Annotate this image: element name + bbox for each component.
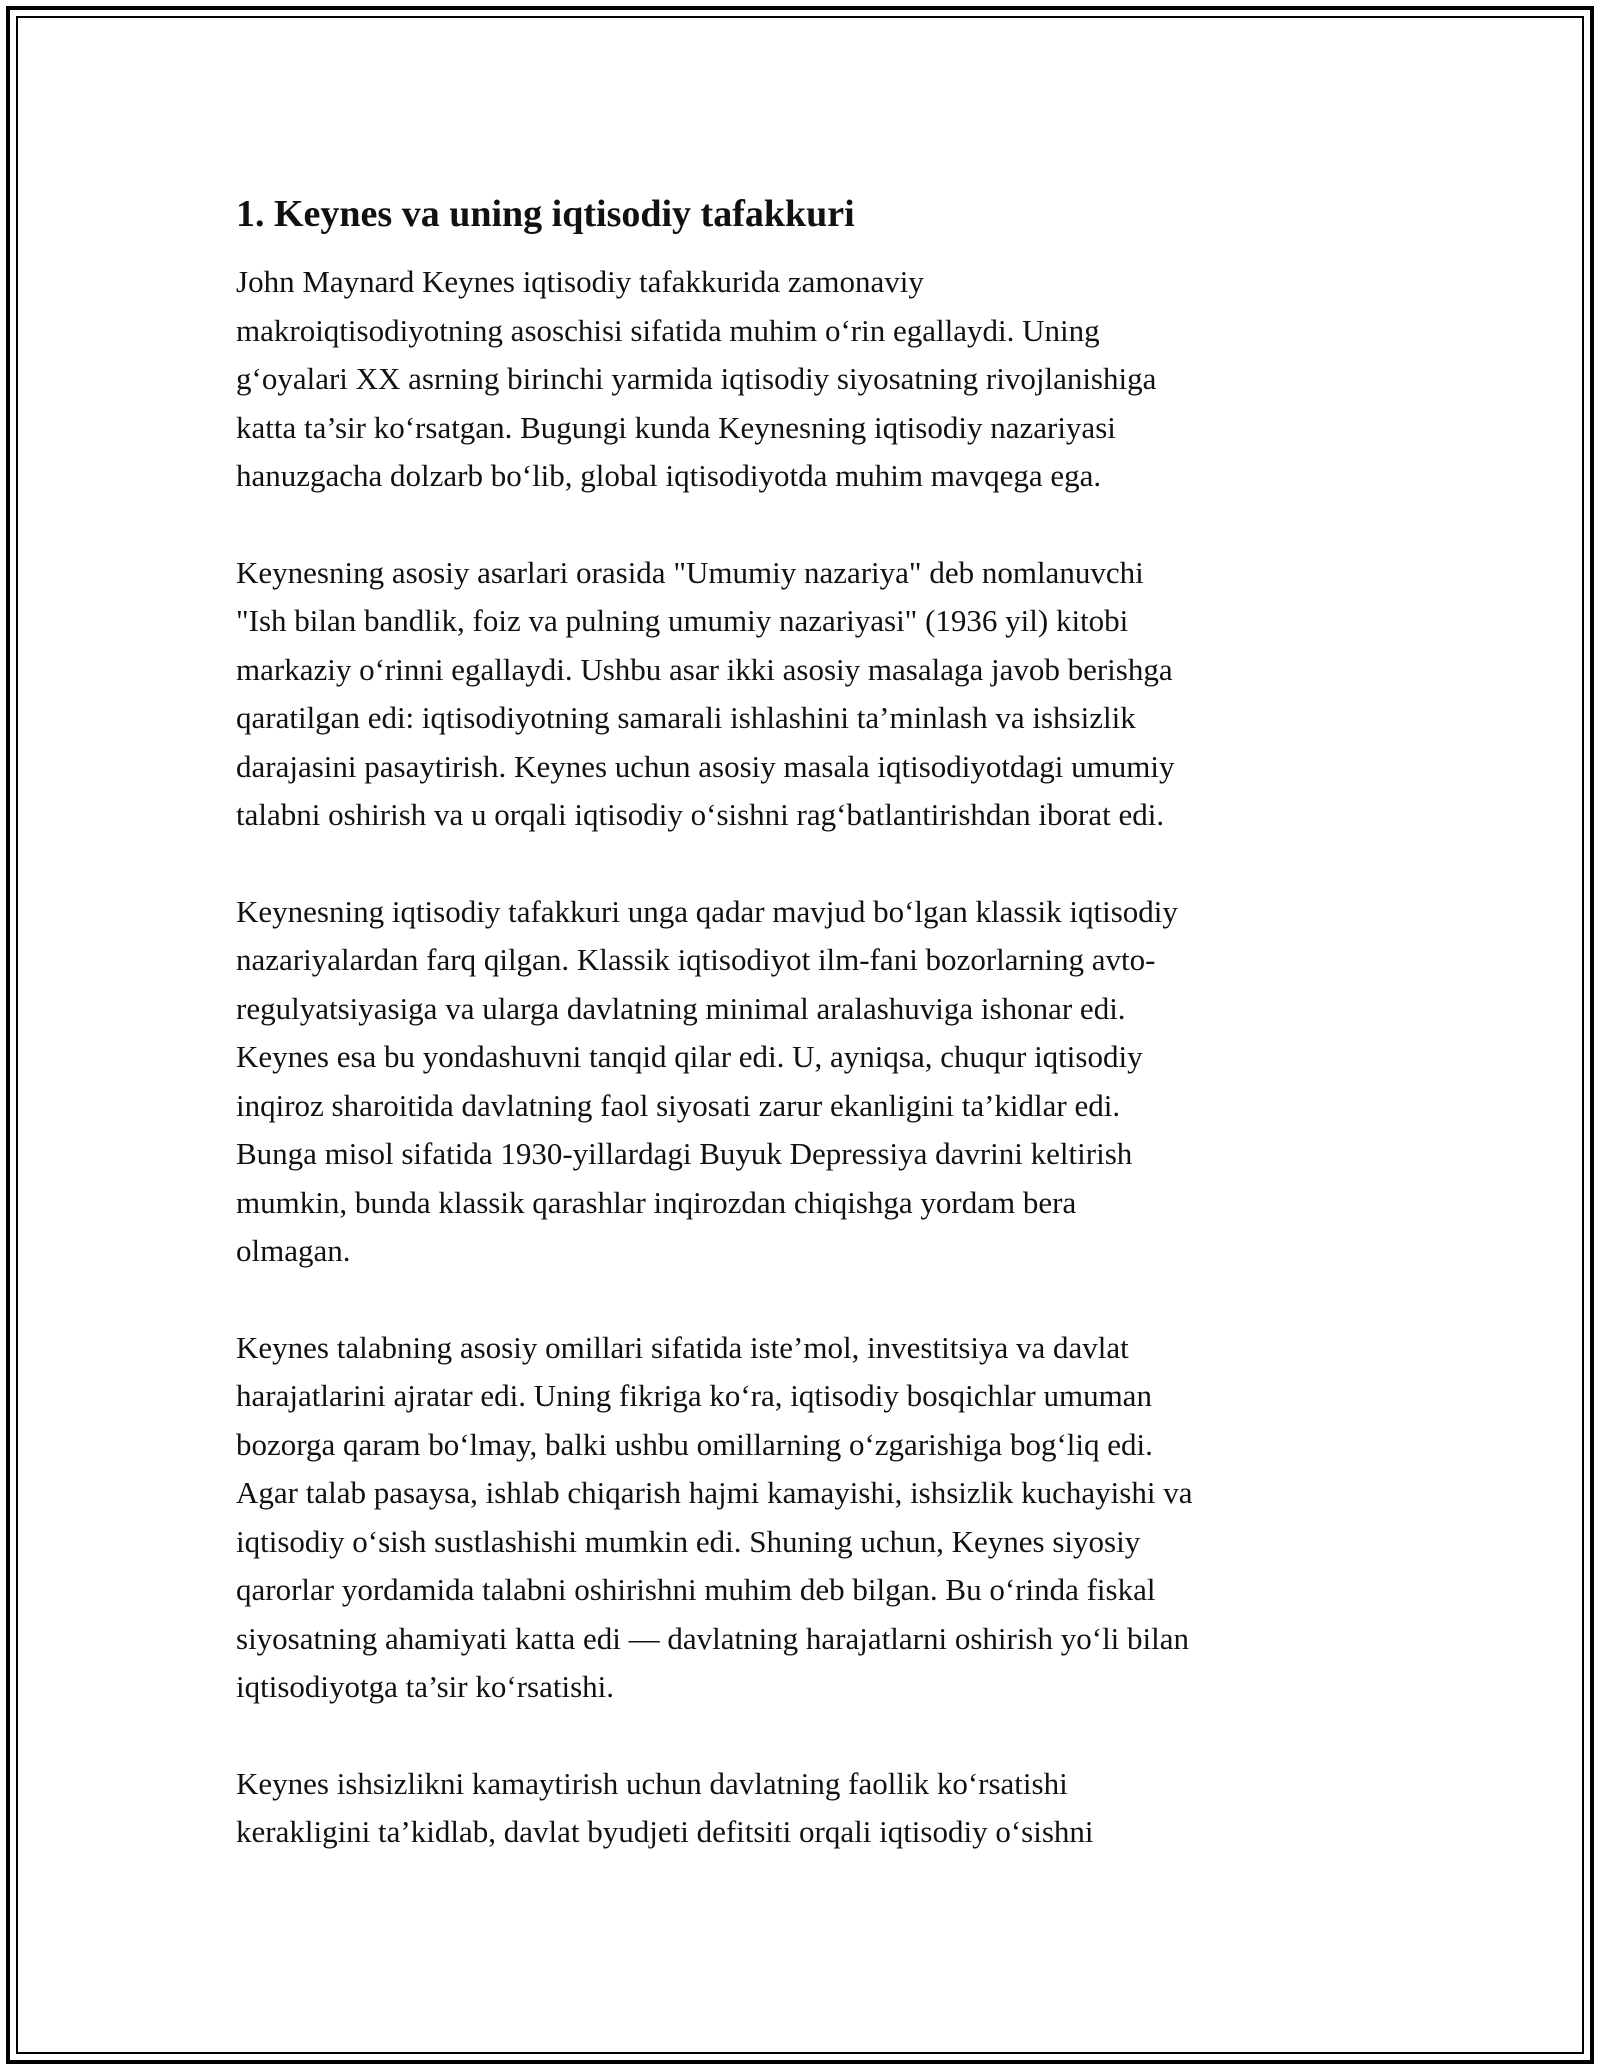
paragraph-2 [236,549,1376,840]
text-line: iqtisodiyotga ta’sir koʻrsatishi. [236,1669,614,1704]
text-line: Bunga misol sifatida 1930-yillardagi Buyuk Depressiya davrini keltirish [236,1136,1133,1171]
text-line: Keynesning asosiy asarlari orasida "Umumiy nazariya" deb nomlanuvchi [236,554,1144,590]
text-line: Keynes talabning asosiy omillari sifatida iste’mol, investitsiya va davlat [236,1329,1129,1365]
text-line: Agar talab pasaysa, ishlab chiqarish hajmi kamayishi, ishsizlik kuchayishi va [236,1475,1193,1510]
text-line: gʻoyalari XX asrning birinchi yarmida iqtisodiy siyosatning rivojlanishiga [236,361,1157,396]
text-line: nazariyalardan farq qilgan. Klassik iqtisodiyot ilm-fani bozorlarning avto- [236,942,1156,977]
text-line: "Ish bilan bandlik, foiz va pulning umumiy nazariyasi" (1936 yil) kitobi [236,603,1129,638]
text-line: markaziy oʻrinni egallaydi. Ushbu asar ikki asosiy masalaga javob berishga [236,651,1173,687]
section-title: 1. Keynes va uning iqtisodiy tafakkuri [236,193,855,235]
text-line: John Maynard Keynes iqtisodiy tafakkurida zamonaviy [236,264,924,299]
document-body [236,190,1376,1905]
text-line: iqtisodiy oʻsish sustlashishi mumkin edi. Shuning uchun, Keynes siyosiy [236,1523,1141,1559]
text-line: regulyatsiyasiga va ularga davlatning minimal aralashuviga ishonar edi. [236,990,1126,1026]
paragraph-5 [236,1760,1376,1857]
text-line: qaratilgan edi: iqtisodiyotning samarali ishlashini ta’minlash va ishsizlik [236,700,1136,735]
text-line: talabni oshirish va u orqali iqtisodiy oʻsishni ragʻbatlantirishdan iborat edi. [236,797,1165,832]
paragraph-3 [236,888,1376,1276]
paragraph-1 [236,258,1376,501]
text-line: Keynes ishsizlikni kamaytirish uchun davlatning faollik koʻrsatishi [236,1765,1068,1801]
text-line: katta ta’sir koʻrsatgan. Bugungi kunda Keynesning iqtisodiy nazariyasi [236,409,1116,445]
text-line: olmagan. [236,1233,351,1268]
paragraph-4 [236,1324,1376,1712]
text-line: mumkin, bunda klassik qarashlar inqirozdan chiqishga yordam bera [236,1184,1077,1220]
text-line: bozorga qaram boʻlmay, balki ushbu omillarning oʻzgarishiga bogʻliq edi. [236,1426,1153,1462]
text-line: qarorlar yordamida talabni oshirishni muhim deb bilgan. Bu oʻrinda fiskal [236,1572,1156,1607]
text-line: Keynesning iqtisodiy tafakkuri unga qadar mavjud boʻlgan klassik iqtisodiy [236,893,1178,929]
text-line: siyosatning ahamiyati katta edi — davlatning harajatlarni oshirish yoʻli bilan [236,1620,1190,1656]
text-line: kerakligini ta’kidlab, davlat byudjeti defitsiti orqali iqtisodiy oʻsishni [236,1814,1094,1849]
text-line: hanuzgacha dolzarb boʻlib, global iqtisodiyotda muhim mavqega ega. [236,458,1102,493]
text-line: harajatlarini ajratar edi. Uning fikriga koʻra, iqtisodiy bosqichlar umuman [236,1378,1152,1413]
text-line: Keynes esa bu yondashuvni tanqid qilar edi. U, ayniqsa, chuqur iqtisodiy [236,1039,1143,1074]
text-line: darajasini pasaytirish. Keynes uchun asosiy masala iqtisodiyotdagi umumiy [236,748,1175,784]
text-line: makroiqtisodiyotning asoschisi sifatida muhim oʻrin egallaydi. Uning [236,312,1100,348]
text-line: inqiroz sharoitida davlatning faol siyosati zarur ekanligini ta’kidlar edi. [236,1087,1121,1123]
